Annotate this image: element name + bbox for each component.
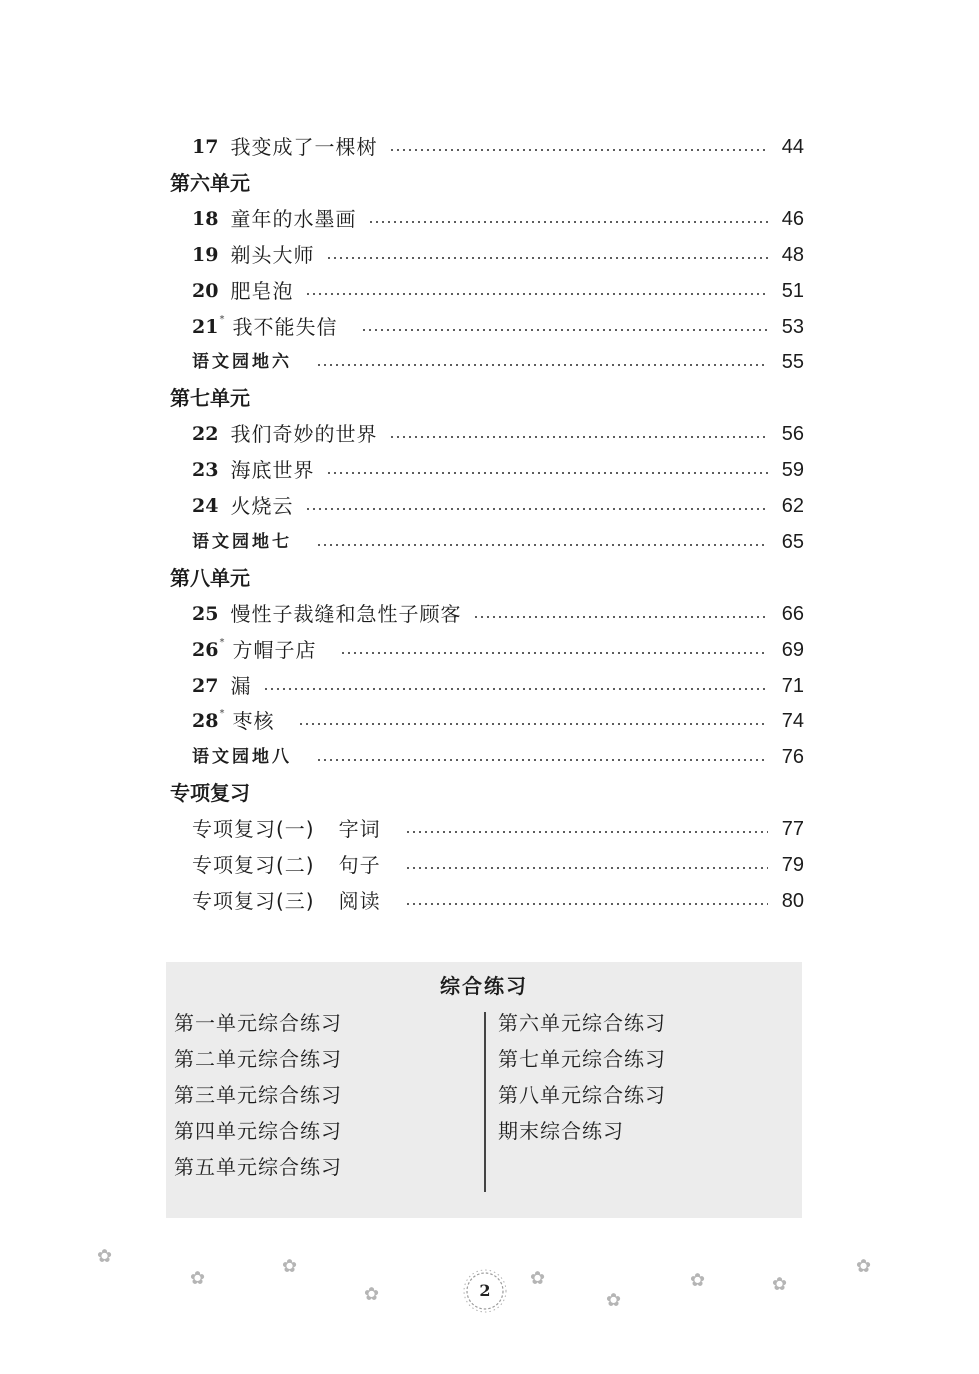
- lesson-entry: [192, 204, 804, 234]
- lesson-number: 22: [192, 423, 219, 445]
- lesson-number: 25: [192, 603, 219, 625]
- unit-heading: 专项复习: [170, 781, 250, 805]
- dot-leader: [316, 544, 768, 546]
- dot-leader: [361, 329, 768, 331]
- page-ref: 65: [781, 531, 804, 553]
- dot-leader: [298, 723, 768, 725]
- practice-item: 第六单元综合练习: [498, 1011, 666, 1035]
- entry-title: 语文园地七: [192, 532, 292, 552]
- lesson-entry: [192, 706, 804, 736]
- practice-item: 第七单元综合练习: [498, 1047, 666, 1071]
- lesson-entry: [192, 240, 804, 270]
- lesson-entry: [192, 635, 804, 665]
- page-ref: 77: [781, 818, 804, 840]
- dot-leader: [326, 257, 768, 259]
- dot-leader: [305, 508, 768, 510]
- optional-mark: *: [219, 637, 225, 648]
- practice-title: 综合练习: [440, 974, 528, 998]
- optional-mark: *: [219, 314, 225, 325]
- dot-leader: [316, 364, 768, 366]
- entry-title: 肥皂泡: [230, 279, 294, 303]
- page-number: 2: [479, 1281, 491, 1300]
- practice-box: [166, 962, 802, 1218]
- page-ref: 74: [781, 710, 804, 732]
- lesson-number: 18: [192, 208, 219, 230]
- dot-leader: [405, 867, 768, 869]
- lesson-entry: [192, 491, 804, 521]
- page-ref: 69: [781, 639, 804, 661]
- optional-mark: *: [219, 708, 225, 719]
- entry-title: 海底世界: [230, 458, 315, 482]
- practice-item: 第三单元综合练习: [174, 1083, 342, 1107]
- dot-leader: [473, 616, 768, 618]
- practice-item: 第二单元综合练习: [174, 1047, 342, 1071]
- flower-icon: ✿: [606, 1290, 622, 1311]
- review-entry: [192, 850, 804, 880]
- entry-title: 我们奇妙的世界: [230, 422, 378, 446]
- lesson-entry: [192, 671, 804, 701]
- flower-icon: ✿: [856, 1256, 872, 1277]
- page-ref: 76: [781, 746, 804, 768]
- page-ref: 48: [781, 244, 804, 266]
- lesson-entry: [192, 276, 804, 306]
- entry-title: 语文园地八: [192, 747, 292, 767]
- practice-item: 第五单元综合练习: [174, 1155, 342, 1179]
- page-ref: 80: [781, 890, 804, 912]
- dot-leader: [405, 831, 768, 833]
- unit-heading: 第六单元: [170, 171, 250, 195]
- dot-leader: [389, 149, 768, 151]
- lesson-number: 24: [192, 495, 219, 517]
- unit-heading: 第八单元: [170, 566, 250, 590]
- entry-title: 专项复习(一): [192, 817, 315, 841]
- page-ref: 46: [781, 208, 804, 230]
- dot-leader: [305, 293, 768, 295]
- flower-icon: ✿: [690, 1270, 706, 1291]
- page-ref: 79: [781, 854, 804, 876]
- dot-leader: [389, 436, 768, 438]
- page-ref: 59: [781, 459, 804, 481]
- page-number-badge: [460, 1266, 510, 1316]
- practice-item: 第四单元综合练习: [174, 1119, 342, 1143]
- dot-leader: [316, 759, 768, 761]
- unit-heading: 第七单元: [170, 386, 250, 410]
- entry-title: 专项复习(二): [192, 853, 315, 877]
- page-ref: 55: [781, 351, 804, 373]
- lesson-number: 27: [192, 675, 219, 697]
- garden-entry: [192, 742, 804, 772]
- entry-title: 我不能失信: [232, 315, 338, 339]
- entry-title: 剃头大师: [230, 243, 315, 267]
- column-divider: [484, 1012, 486, 1192]
- lesson-number: 23: [192, 459, 219, 481]
- dot-leader: [368, 221, 768, 223]
- page-ref: 66: [781, 603, 804, 625]
- practice-right-column: [498, 1008, 666, 1152]
- flower-icon: ✿: [282, 1256, 298, 1277]
- practice-left-column: [174, 1008, 342, 1188]
- lesson-number: 28: [192, 710, 219, 732]
- page-ref: 71: [781, 675, 804, 697]
- lesson-entry: [192, 312, 804, 342]
- lesson-number: 17: [192, 136, 219, 158]
- flower-icon: ✿: [190, 1268, 206, 1289]
- entry-subtitle: 字词: [338, 817, 381, 841]
- lesson-number: 19: [192, 244, 219, 266]
- entry-title: 慢性子裁缝和急性子顾客: [230, 602, 462, 626]
- lesson-number: 21: [192, 316, 219, 338]
- dot-leader: [405, 903, 768, 905]
- lesson-entry: [192, 419, 804, 449]
- entry-title: 方帽子店: [232, 638, 317, 662]
- garden-entry: [192, 527, 804, 557]
- entry-title: 枣核: [232, 709, 275, 733]
- flower-icon: ✿: [772, 1274, 788, 1295]
- page-ref: 44: [781, 136, 804, 158]
- entry-title: 童年的水墨画: [230, 207, 357, 231]
- page-ref: 62: [781, 495, 804, 517]
- practice-item: 第八单元综合练习: [498, 1083, 666, 1107]
- page-ref: 53: [781, 316, 804, 338]
- flower-icon: ✿: [530, 1268, 546, 1289]
- page-ref: 56: [781, 423, 804, 445]
- practice-item: 期末综合练习: [498, 1119, 624, 1143]
- review-entry: [192, 886, 804, 916]
- page-ref: 51: [781, 280, 804, 302]
- dot-leader: [326, 472, 768, 474]
- flower-icon: ✿: [364, 1284, 380, 1305]
- entry-title: 火烧云: [230, 494, 294, 518]
- lesson-number: 20: [192, 280, 219, 302]
- review-entry: [192, 814, 804, 844]
- dot-leader: [263, 688, 768, 690]
- dot-leader: [340, 652, 768, 654]
- entry-subtitle: 阅读: [338, 889, 381, 913]
- lesson-number: 26: [192, 639, 219, 661]
- entry-title: 语文园地六: [192, 352, 292, 372]
- entry-subtitle: 句子: [338, 853, 381, 877]
- entry-title: 我变成了一棵树: [230, 135, 378, 159]
- flower-icon: ✿: [97, 1246, 113, 1267]
- lesson-entry: [192, 455, 804, 485]
- lesson-entry: [192, 599, 804, 629]
- garden-entry: [192, 347, 804, 377]
- lesson-entry: [192, 132, 804, 162]
- entry-title: 漏: [230, 674, 252, 698]
- practice-item: 第一单元综合练习: [174, 1011, 342, 1035]
- entry-title: 专项复习(三): [192, 889, 315, 913]
